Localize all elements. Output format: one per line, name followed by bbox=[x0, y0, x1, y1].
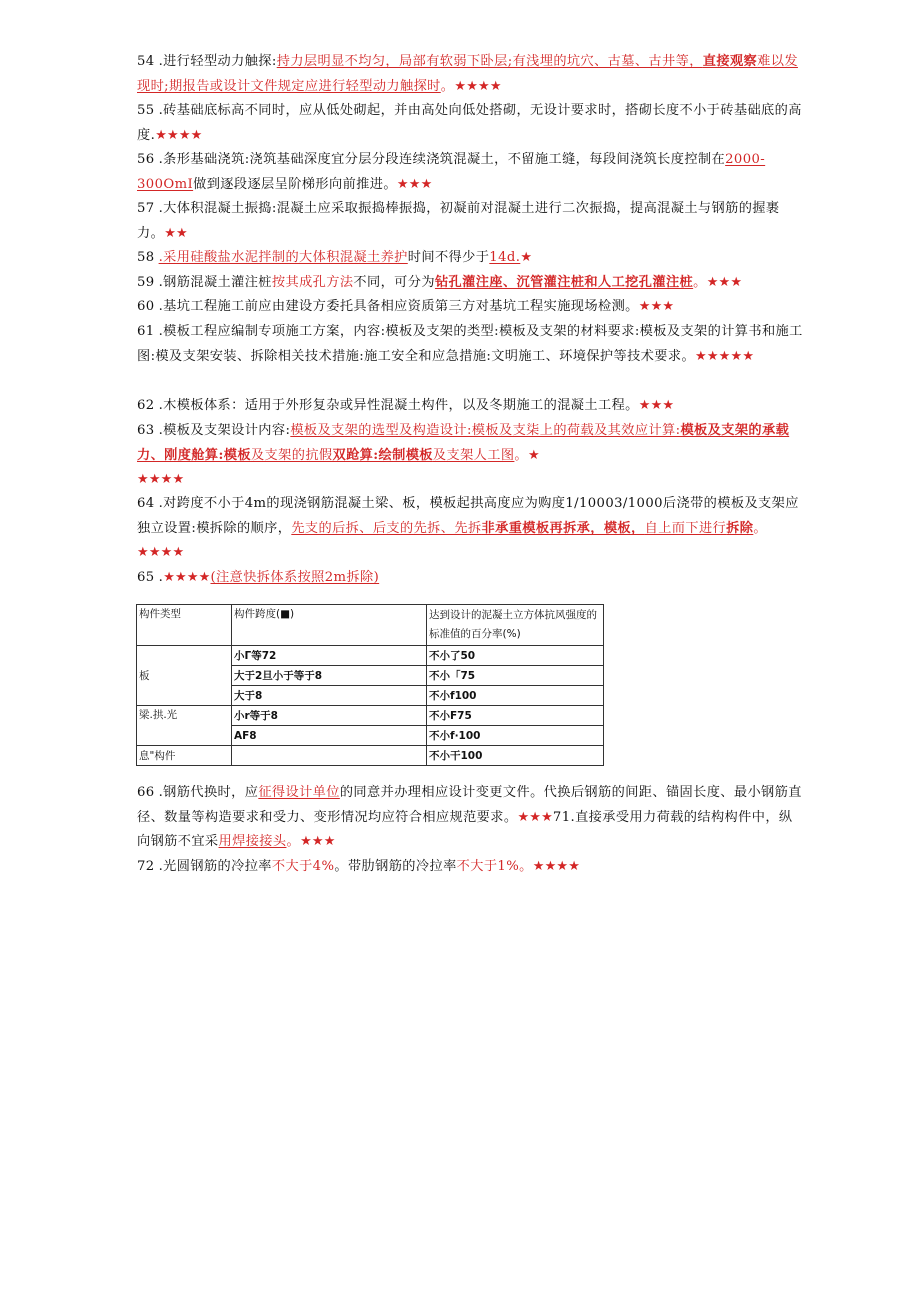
span-cell: 小r等于8 bbox=[232, 706, 427, 726]
item-end: 。 bbox=[440, 78, 455, 94]
star-rating: ★ bbox=[520, 250, 533, 265]
item-54 bbox=[137, 50, 805, 99]
highlight-bold-text: 直接观察 bbox=[702, 54, 758, 69]
item-64 bbox=[137, 492, 805, 566]
highlight-text: 先支的后拆、后支的先拆、先拆 bbox=[291, 520, 482, 536]
item-62 bbox=[137, 394, 674, 419]
highlight-text: 用焊接接头 bbox=[218, 834, 287, 850]
percent-cell: 不小「75 bbox=[427, 666, 604, 686]
highlight-text: 持力层明显不均匀，局部有软弱下卧层;有浅埋的坑穴、古墓、古井等， bbox=[276, 54, 703, 69]
table-row bbox=[137, 746, 604, 766]
member-type-cell: 息"构件 bbox=[137, 746, 232, 766]
item-number: 58 bbox=[137, 250, 155, 265]
span-cell: 大于8 bbox=[232, 686, 427, 706]
highlight-text: 及支架人工图 bbox=[432, 447, 515, 463]
item-61 bbox=[137, 320, 805, 369]
item-text: .进行轻型动力触探: bbox=[158, 54, 277, 69]
item-number: 56 bbox=[137, 152, 155, 167]
star-rating: ★★★★ bbox=[155, 127, 203, 143]
highlight-bold-text: 双跄算:绘制模板 bbox=[332, 447, 433, 463]
item-end: 。 bbox=[753, 520, 767, 536]
percent-cell: 不小f100 bbox=[427, 686, 604, 706]
item-56 bbox=[137, 148, 805, 197]
item-number: 57 bbox=[137, 201, 155, 216]
item-text: 。带肋钢筋的冷拉率 bbox=[334, 859, 457, 874]
span-cell: 小Γ等72 bbox=[232, 646, 427, 666]
span-cell bbox=[232, 746, 427, 766]
item-number: 59 bbox=[137, 275, 155, 290]
item-number: 65 bbox=[137, 570, 155, 585]
member-type-cell: 板 bbox=[137, 646, 232, 706]
item-number: 66 bbox=[137, 785, 155, 800]
highlight-text: 自上而下进行 bbox=[644, 520, 727, 536]
item-59 bbox=[137, 271, 742, 296]
star-rating: ★★★★ bbox=[454, 78, 502, 94]
star-rating: ★★★★ bbox=[137, 472, 185, 488]
span-cell: 大于2旦小于等于8 bbox=[232, 666, 427, 686]
item-number: 60 bbox=[137, 299, 155, 314]
percent-cell: 不小了50 bbox=[427, 646, 604, 666]
table-header-row bbox=[137, 605, 604, 646]
item-text: .模板及支架设计内容: bbox=[158, 423, 291, 438]
item-end: 。 bbox=[514, 447, 529, 463]
item-60 bbox=[137, 295, 674, 320]
star-rating: ★★★★ bbox=[137, 545, 185, 561]
table-row bbox=[137, 646, 604, 666]
item-end: 。 bbox=[693, 275, 707, 290]
item-text: .砖基础底标高不同时，应从低处砌起，并由高处向低处搭砌，无设计要求时，搭砌长度不小于砖基础底的高度. bbox=[137, 103, 802, 143]
star-rating: ★★ bbox=[164, 225, 188, 241]
item-number: 55 bbox=[137, 103, 155, 118]
item-72 bbox=[137, 855, 580, 880]
item-end: 。 bbox=[519, 859, 533, 874]
highlight-text: .采用硅酸盐水泥拌制的大体积混凝土养护 bbox=[158, 250, 408, 265]
item-57 bbox=[137, 197, 805, 246]
item-text: .基坑工程施工前应由建设方委托具备相应资质第三方对基坑工程实施现场检测。 bbox=[158, 299, 639, 314]
item-text: 做到逐段逐层呈阶梯形向前推进。 bbox=[193, 176, 397, 192]
highlight-bold-text: 钻孔灌注座、沉管灌注桩和人工挖孔灌注桩 bbox=[434, 275, 694, 290]
item-text: .光圆钢筋的冷拉率 bbox=[158, 859, 272, 874]
item-number: 61 bbox=[137, 324, 155, 339]
item-text: 71.直接承受用力荷载的结构构件中，纵向钢筋不宜采 bbox=[137, 809, 793, 850]
percent-cell: 不小F75 bbox=[427, 706, 604, 726]
star-rating: ★★★ bbox=[638, 398, 675, 413]
member-type-cell: 梁.拱.光 bbox=[137, 706, 232, 746]
percent-cell: 不小干100 bbox=[427, 746, 604, 766]
item-58 bbox=[137, 246, 532, 271]
star-rating: ★★★ bbox=[517, 809, 553, 825]
percent-cell: 不小f·100 bbox=[427, 726, 604, 746]
item-text: .模板工程应编制专项施工方案，内容:模板及支架的类型:模板及支架的材料要求:模板及支架的计算书和施工图:模及支架安装、拆除相关技术措施:施工安全和应急措施:文明施工、环境保护等技术要求。 bbox=[137, 324, 803, 364]
item-63 bbox=[137, 419, 805, 493]
span-cell: AF8 bbox=[232, 726, 427, 746]
item-text: .钢筋代换时，应 bbox=[158, 785, 259, 800]
highlight-text: 不大于4% bbox=[271, 859, 335, 874]
header-strength-percent: 达到设计的泥凝土立方体抗风强度的标准值的百分率(%) bbox=[427, 605, 604, 646]
highlight-text: 模板及支架的选型及构造设计:模板及支柒上的荷载及其效应计算: bbox=[290, 423, 681, 438]
highlight-text: 2000-300OmI bbox=[137, 152, 766, 192]
item-number: 63 bbox=[137, 423, 155, 438]
highlight-bold-text: 拆除 bbox=[726, 520, 754, 536]
item-text: .对跨度不小于4m的现浇钢筋混凝土梁、板，模板起拱高度应为购度1/10003/1000后浇带的模板及支架应独立设置:模拆除的顺序， bbox=[137, 496, 799, 536]
item-66 bbox=[137, 781, 805, 855]
formwork-removal-table bbox=[136, 604, 604, 766]
star-rating: ★★★★ bbox=[532, 859, 581, 874]
star-rating: ★★★★ bbox=[163, 570, 211, 585]
highlight-text: 按其成孔方法 bbox=[271, 275, 354, 290]
highlight-text: 14d. bbox=[489, 250, 521, 265]
star-rating: ★★★ bbox=[300, 834, 336, 850]
item-number: 72 bbox=[137, 859, 155, 874]
item-text: .大体积混凝土振捣:混凝土应采取振捣棒振捣，初凝前对混凝土进行二次振捣，提高混凝土与钢筋的握裹力。 bbox=[137, 201, 780, 241]
item-text: .条形基础浇筑:浇筑基础深度宜分层分段连续浇筑混凝土，不留施工缝，每段间浇筑长度控制在 bbox=[158, 152, 726, 167]
item-text: 的同意并办理相应设计变更文件。代换后钢筋的间距、锚固长度、最小钢筋直径、数量等构造要求和受力、变形情况均应符合相应规范要求。 bbox=[137, 785, 802, 825]
header-span: 构件跨度(■) bbox=[232, 605, 427, 646]
highlight-text: (注意快拆体系按照2m拆除) bbox=[210, 570, 380, 585]
highlight-text: 征得设计单位 bbox=[258, 785, 340, 800]
item-end: 。 bbox=[286, 834, 301, 850]
star-rating: ★★★★★ bbox=[695, 348, 755, 364]
highlight-text: 不大于1% bbox=[456, 859, 520, 874]
star-rating: ★★★ bbox=[638, 299, 675, 314]
item-65 bbox=[137, 566, 379, 591]
highlight-bold-text: 非承重模板再拆承，模板， bbox=[481, 520, 645, 536]
item-text: .木模板体系：适用于外形复杂或异性混凝土构件，以及冬期施工的混凝土工程。 bbox=[158, 398, 639, 413]
item-number: 54 bbox=[137, 54, 155, 69]
star-rating: ★★★ bbox=[706, 275, 743, 290]
highlight-bold-text: 模板及支架的承载力、刚度舱算:模板 bbox=[137, 423, 790, 463]
star-rating: ★ bbox=[528, 447, 540, 463]
item-text: .钢筋混凝土灌注桩 bbox=[158, 275, 272, 290]
star-rating: ★★★ bbox=[396, 176, 433, 192]
item-number: 62 bbox=[137, 398, 155, 413]
item-text: 不同，可分为 bbox=[353, 275, 435, 290]
item-text: 时间不得少于 bbox=[407, 250, 490, 265]
item-number: 64 bbox=[137, 496, 155, 511]
highlight-text: 及支架的抗假 bbox=[250, 447, 333, 463]
table-row bbox=[137, 706, 604, 726]
highlight-text: 难以发现时;期报告或设计文件规定应进行轻型动力触探时 bbox=[137, 54, 798, 94]
header-member-type: 构件类型 bbox=[137, 605, 232, 646]
item-text: . bbox=[158, 570, 164, 585]
item-55 bbox=[137, 99, 805, 148]
